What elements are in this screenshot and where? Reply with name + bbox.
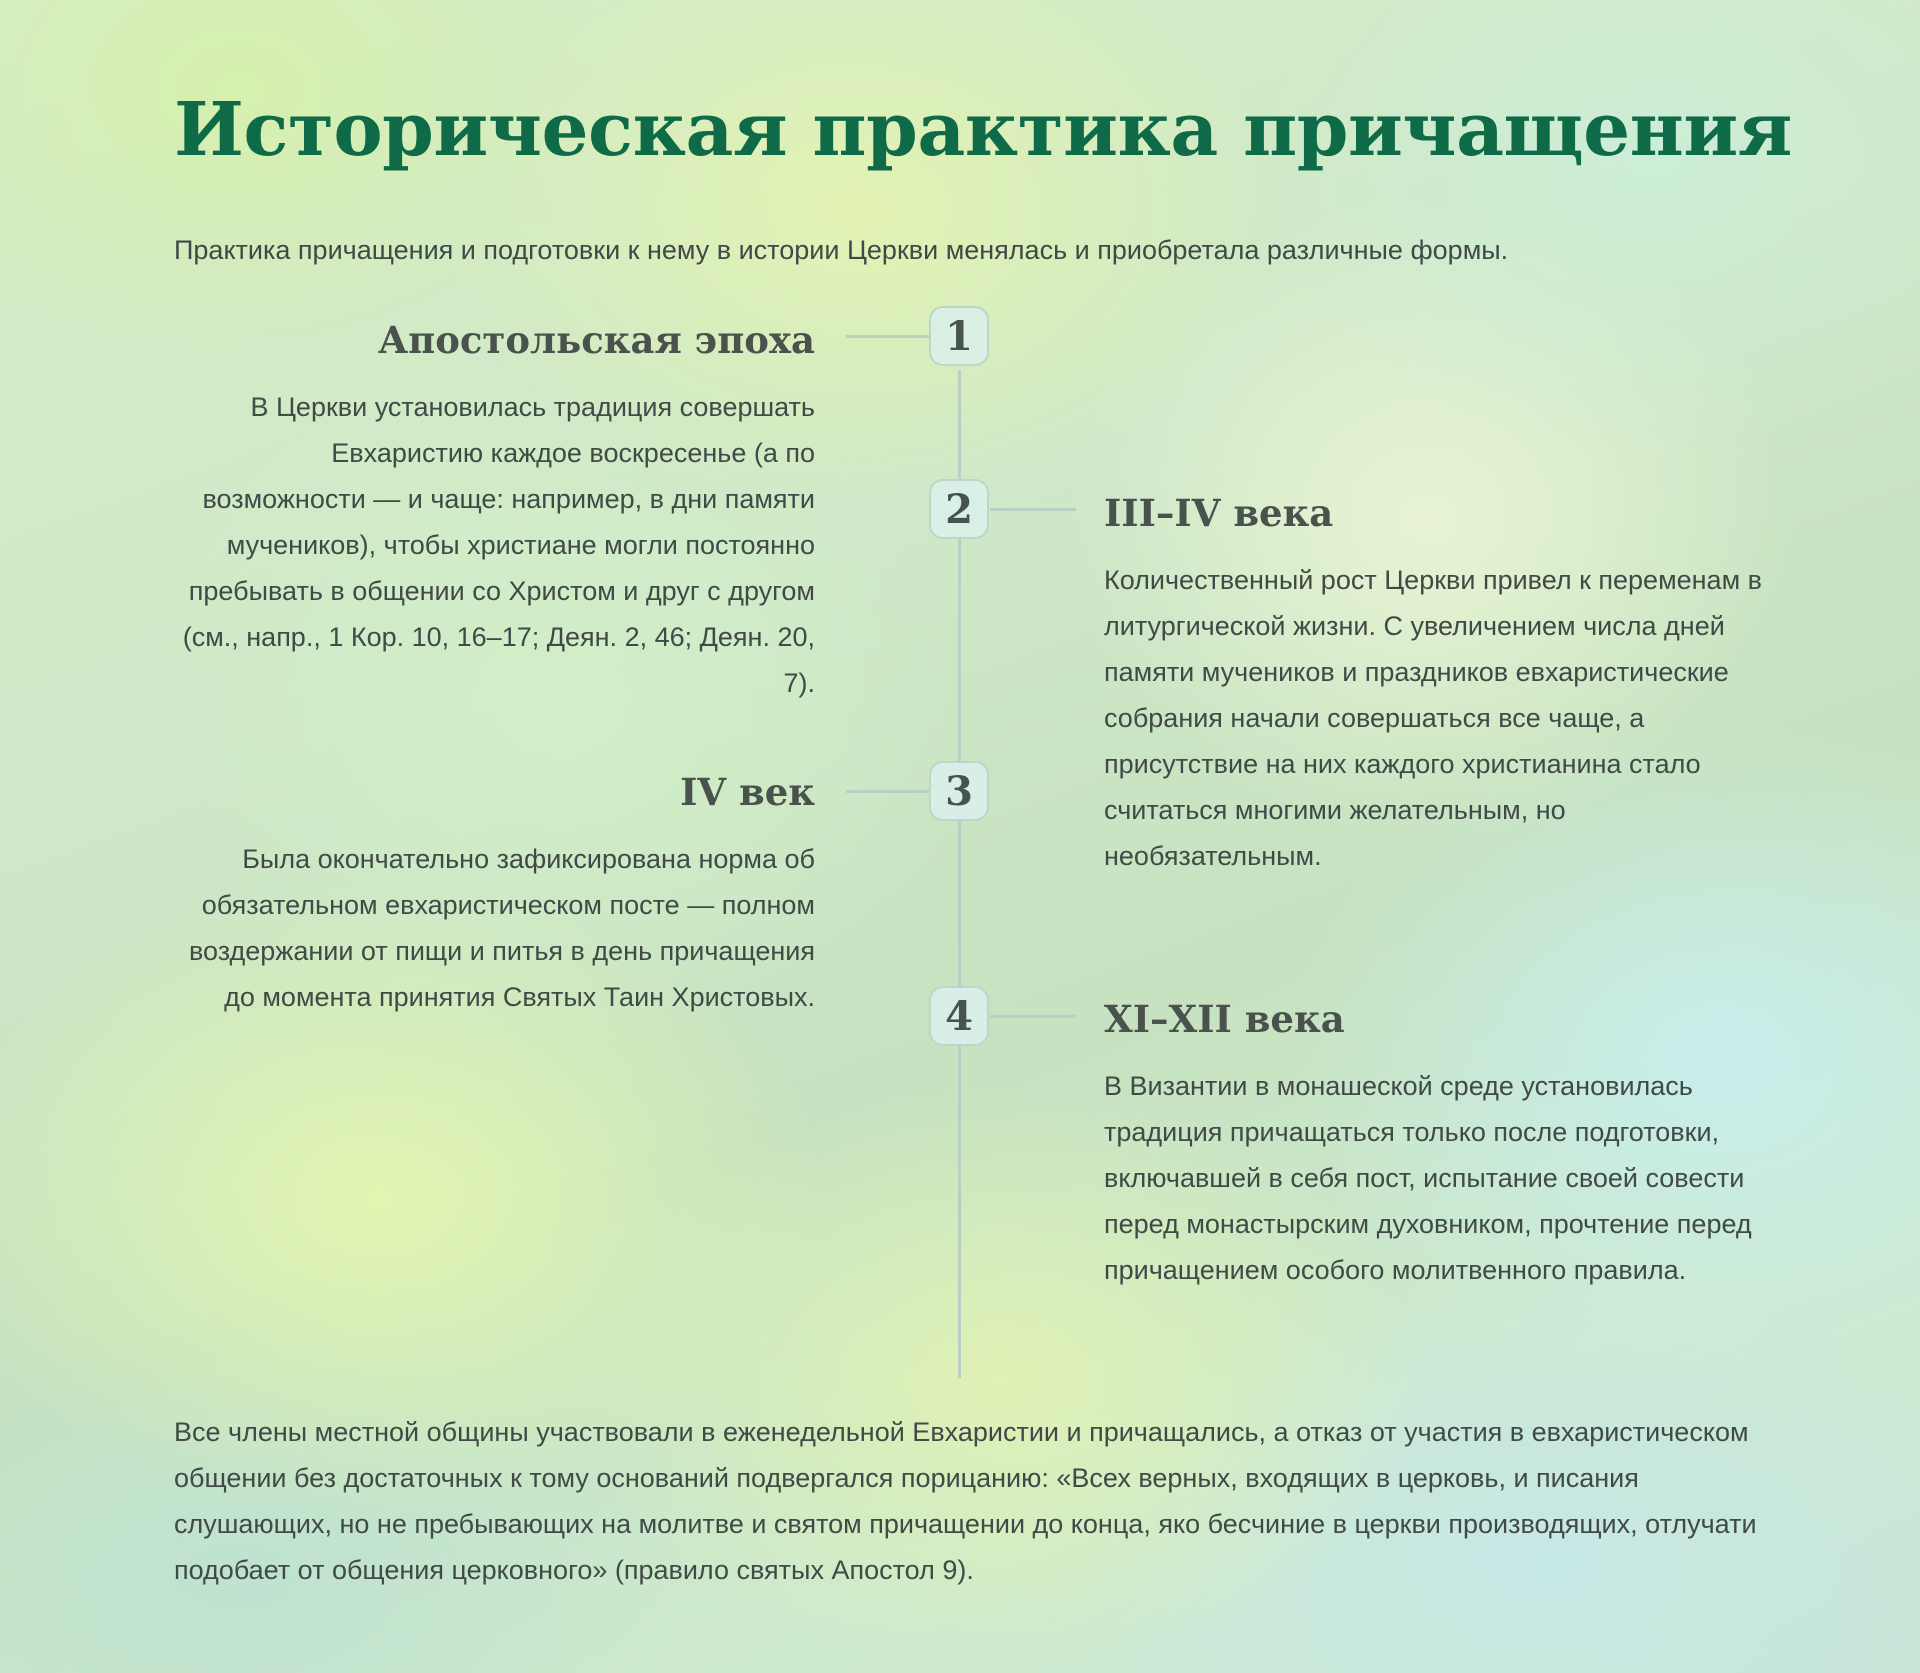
entry-heading: III–IV века: [1104, 491, 1334, 535]
entry-heading: IV век: [680, 770, 815, 814]
timeline-connector-1: [846, 335, 930, 338]
timeline-connector-4: [990, 1015, 1076, 1018]
timeline-badge-3: 3: [929, 761, 989, 821]
entry-text: Количественный рост Церкви привел к переменам в литургической жизни. С увеличением числа дней памяти мучеников и праздников евхаристические собрания начали совершаться все чаще, а присутствие на них каждого христианина стало считаться многими желательным, но необязательным.: [1104, 565, 1762, 871]
timeline-connector-3: [846, 790, 930, 793]
footer-paragraph: Все члены местной общины участвовали в еженедельной Евхаристии и причащались, а отказ от участия в евхаристическом общении без достаточных к тому оснований подвергался порицанию: «Всех верных, входящих в церковь, и писания слушающих, но не пребывающих на молитве и святом причащении до конца, яко бесчиние в церкви производящих, отлучати подобает от общения церковного» (правило святых Апостол 9).: [174, 1417, 1757, 1585]
timeline-badge-4: 4: [929, 986, 989, 1046]
entry-text: Была окончательно зафиксирована норма об обязательном евхаристическом посте — полном воздержании от пищи и питья в день причащения до момента принятия Святых Таин Христовых.: [188, 844, 815, 1012]
timeline-entry-4-century: [175, 768, 815, 1020]
timeline-entry-apostolic: [175, 316, 815, 706]
entry-text: В Византии в монашеской среде установилась традиция причащаться только после подготовки, включавшей в себя пост, испытание своей совести перед монастырским духовником, прочтение перед причащением особого молитвенного правила.: [1104, 1071, 1752, 1285]
page-subtitle: Практика причащения и подготовки к нему в истории Церкви менялась и приобретала различные формы.: [174, 235, 1509, 265]
entry-text: В Церкви установилась традиция совершать Евхаристию каждое воскресенье (а по возможности — и чаще: например, в дни памяти мучеников), чтобы христиане могли постоянно пребывать в общении со Христом и друг с другом (см., напр., 1 Кор. 10, 16–17; Деян. 2, 46; Деян. 20, 7).: [182, 392, 815, 698]
timeline-entry-11-12-centuries: [1104, 995, 1764, 1293]
entry-heading: Апостольская эпоха: [378, 318, 815, 362]
timeline-connector-2: [990, 508, 1076, 511]
page-title: Историческая практика причащения: [174, 87, 1792, 173]
timeline-badge-2: 2: [929, 479, 989, 539]
entry-heading: XI–XII века: [1104, 997, 1345, 1041]
timeline-entry-3-4-centuries: [1104, 489, 1764, 879]
timeline-badge-1: 1: [929, 306, 989, 366]
